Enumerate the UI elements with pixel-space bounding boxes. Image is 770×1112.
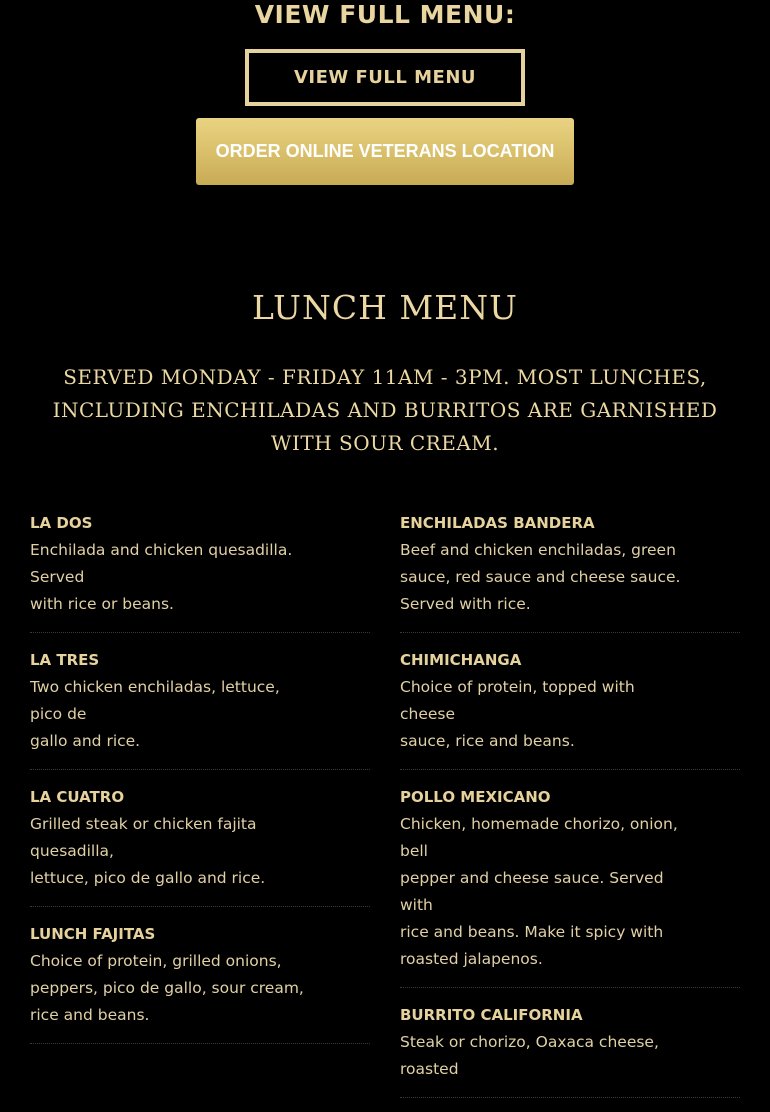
menu-item-description: Steak or chorizo, Oaxaca cheese, roasted — [400, 1033, 659, 1078]
menu-item-description: Choice of protein, grilled onions, peppers, pico de gallo, sour cream, rice and beans. — [30, 952, 304, 1024]
full-menu-heading: VIEW FULL MENU: — [254, 0, 516, 29]
order-online-button[interactable]: ORDER ONLINE VETERANS LOCATION — [196, 118, 574, 185]
menu-item-description: Two chicken enchiladas, lettuce, pico de gallo and rice. — [30, 678, 280, 750]
menu-item-name: BURRITO CALIFORNIA — [400, 1006, 583, 1024]
menu-column-left — [30, 510, 370, 1058]
menu-item — [30, 647, 370, 770]
menu-item-name: LA TRES — [30, 651, 100, 669]
menu-item — [30, 784, 370, 907]
menu-item-description: Choice of protein, topped with cheese sauce, rice and beans. — [400, 678, 635, 750]
menu-item-name: LUNCH FAJITAS — [30, 925, 156, 943]
menu-item — [400, 1002, 740, 1098]
menu-item-description: Beef and chicken enchiladas, green sauce, red sauce and cheese sauce. Served with rice. — [400, 541, 681, 613]
menu-item-name: POLLO MEXICANO — [400, 788, 551, 806]
menu-item-description: Chicken, homemade chorizo, onion, bell pepper and cheese sauce. Served with rice and beans. Make it spicy with roasted jalapenos. — [400, 815, 678, 968]
menu-item — [400, 510, 740, 633]
menu-item — [30, 921, 370, 1044]
lunch-menu-title: LUNCH MENU — [252, 288, 518, 327]
menu-item-name: LA CUATRO — [30, 788, 125, 806]
view-full-menu-button[interactable]: VIEW FULL MENU — [245, 49, 525, 106]
menu-item — [400, 647, 740, 770]
menu-item — [400, 784, 740, 988]
lunch-menu-subtitle: SERVED MONDAY - FRIDAY 11AM - 3PM. MOST LUNCHES, INCLUDING ENCHILADAS AND BURRITOS ARE GARNISHED WITH SOUR CREAM. — [52, 365, 718, 455]
menu-item — [30, 510, 370, 633]
menu-item-name: ENCHILADAS BANDERA — [400, 514, 595, 532]
menu-item-name: LA DOS — [30, 514, 93, 532]
menu-item-description: Grilled steak or chicken fajita quesadilla, lettuce, pico de gallo and rice. — [30, 815, 266, 887]
menu-item-description: Enchilada and chicken quesadilla. Served with rice or beans. — [30, 541, 293, 613]
menu-column-right — [400, 510, 740, 1112]
menu-item-name: CHIMICHANGA — [400, 651, 522, 669]
